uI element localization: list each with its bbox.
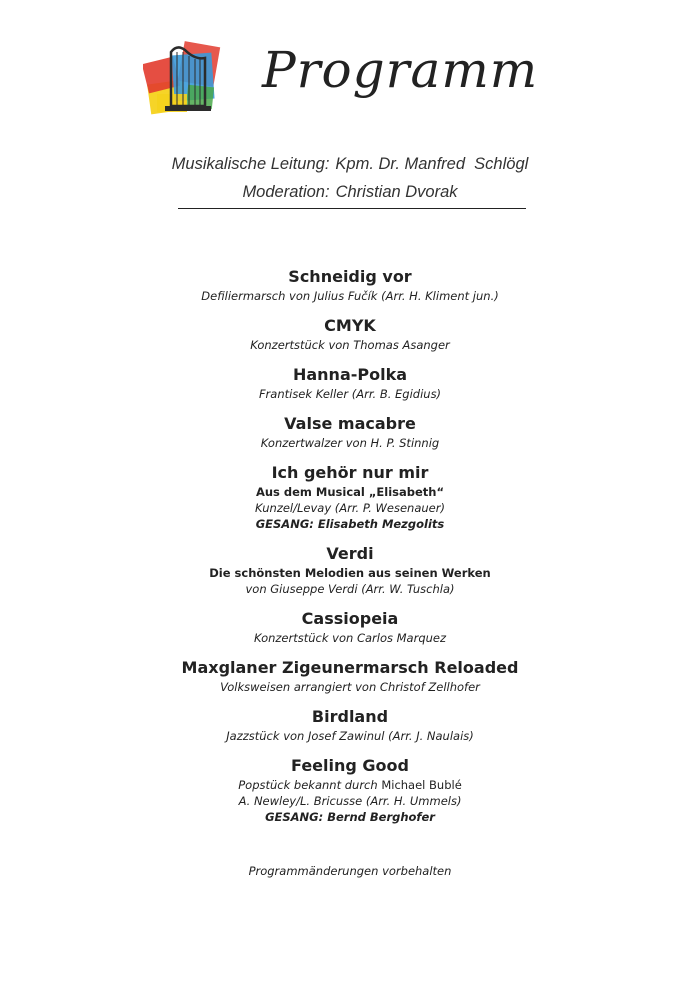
program-item [0,315,700,353]
piece-title: Birdland [311,707,389,726]
piece-detail: Kunzel/Levay (Arr. P. Wesenauer) [255,501,445,515]
artist-name: Michael Bublé [381,778,462,792]
piece-detail: Konzertstück von Carlos Marquez [253,631,447,645]
conductor-name: Kpm. Dr. Manfred Schlögl [335,155,529,173]
host-line [0,178,700,206]
program-item [0,462,700,532]
orchestra-logo [143,38,227,118]
piece-detail: Frantisek Keller (Arr. B. Egidius) [258,387,442,401]
program-list [0,266,700,836]
footer-note: Programmänderungen vorbehalten [248,864,452,878]
piece-title: Valse macabre [284,414,416,433]
host-name: Christian Dvorak [335,183,458,201]
credits [0,150,700,206]
piece-vocalist: GESANG: Bernd Berghofer [265,810,435,824]
piece-title: Maxglaner Zigeunermarsch Reloaded [181,658,519,677]
piece-detail: Volksweisen arrangiert von Christof Zellhofer [220,680,480,694]
conductor-line [0,150,700,178]
program-item [0,706,700,744]
piece-title: Ich gehör nur mir [271,463,429,482]
divider [178,208,526,209]
piece-title: Feeling Good [291,756,409,775]
program-item [0,413,700,451]
piece-detail: Jazzstück von Josef Zawinul (Arr. J. Naulais) [226,729,474,743]
piece-detail: Defiliermarsch von Julius Fučík (Arr. H. Kliment jun.) [201,289,499,303]
piece-title: Verdi [326,544,374,563]
program-item [0,755,700,825]
piece-detail-prefix: Popstück bekannt durch [238,778,378,792]
piece-title: Cassiopeia [301,609,399,628]
program-item [0,543,700,597]
piece-title: Schneidig vor [288,267,412,286]
piece-detail: Konzertwalzer von H. P. Stinnig [260,436,440,450]
host-label: Moderation: [242,183,330,201]
piece-subtitle: Aus dem Musical „Elisabeth“ [255,485,445,499]
piece-title: Hanna-Polka [292,365,408,384]
page-title: Programm [262,41,539,99]
piece-detail: A. Newley/L. Bricusse (Arr. H. Ummels) [238,794,462,808]
program-item [0,364,700,402]
piece-title: CMYK [324,316,376,335]
conductor-label: Musikalische Leitung: [171,155,330,173]
piece-vocalist: GESANG: Elisabeth Mezgolits [255,517,445,531]
piece-detail: von Giuseppe Verdi (Arr. W. Tuschla) [245,582,455,596]
program-item [0,608,700,646]
program-item [0,657,700,695]
program-item [0,266,700,304]
piece-detail [0,777,700,793]
piece-subtitle: Die schönsten Melodien aus seinen Werken [209,566,491,580]
piece-detail: Konzertstück von Thomas Asanger [250,338,450,352]
